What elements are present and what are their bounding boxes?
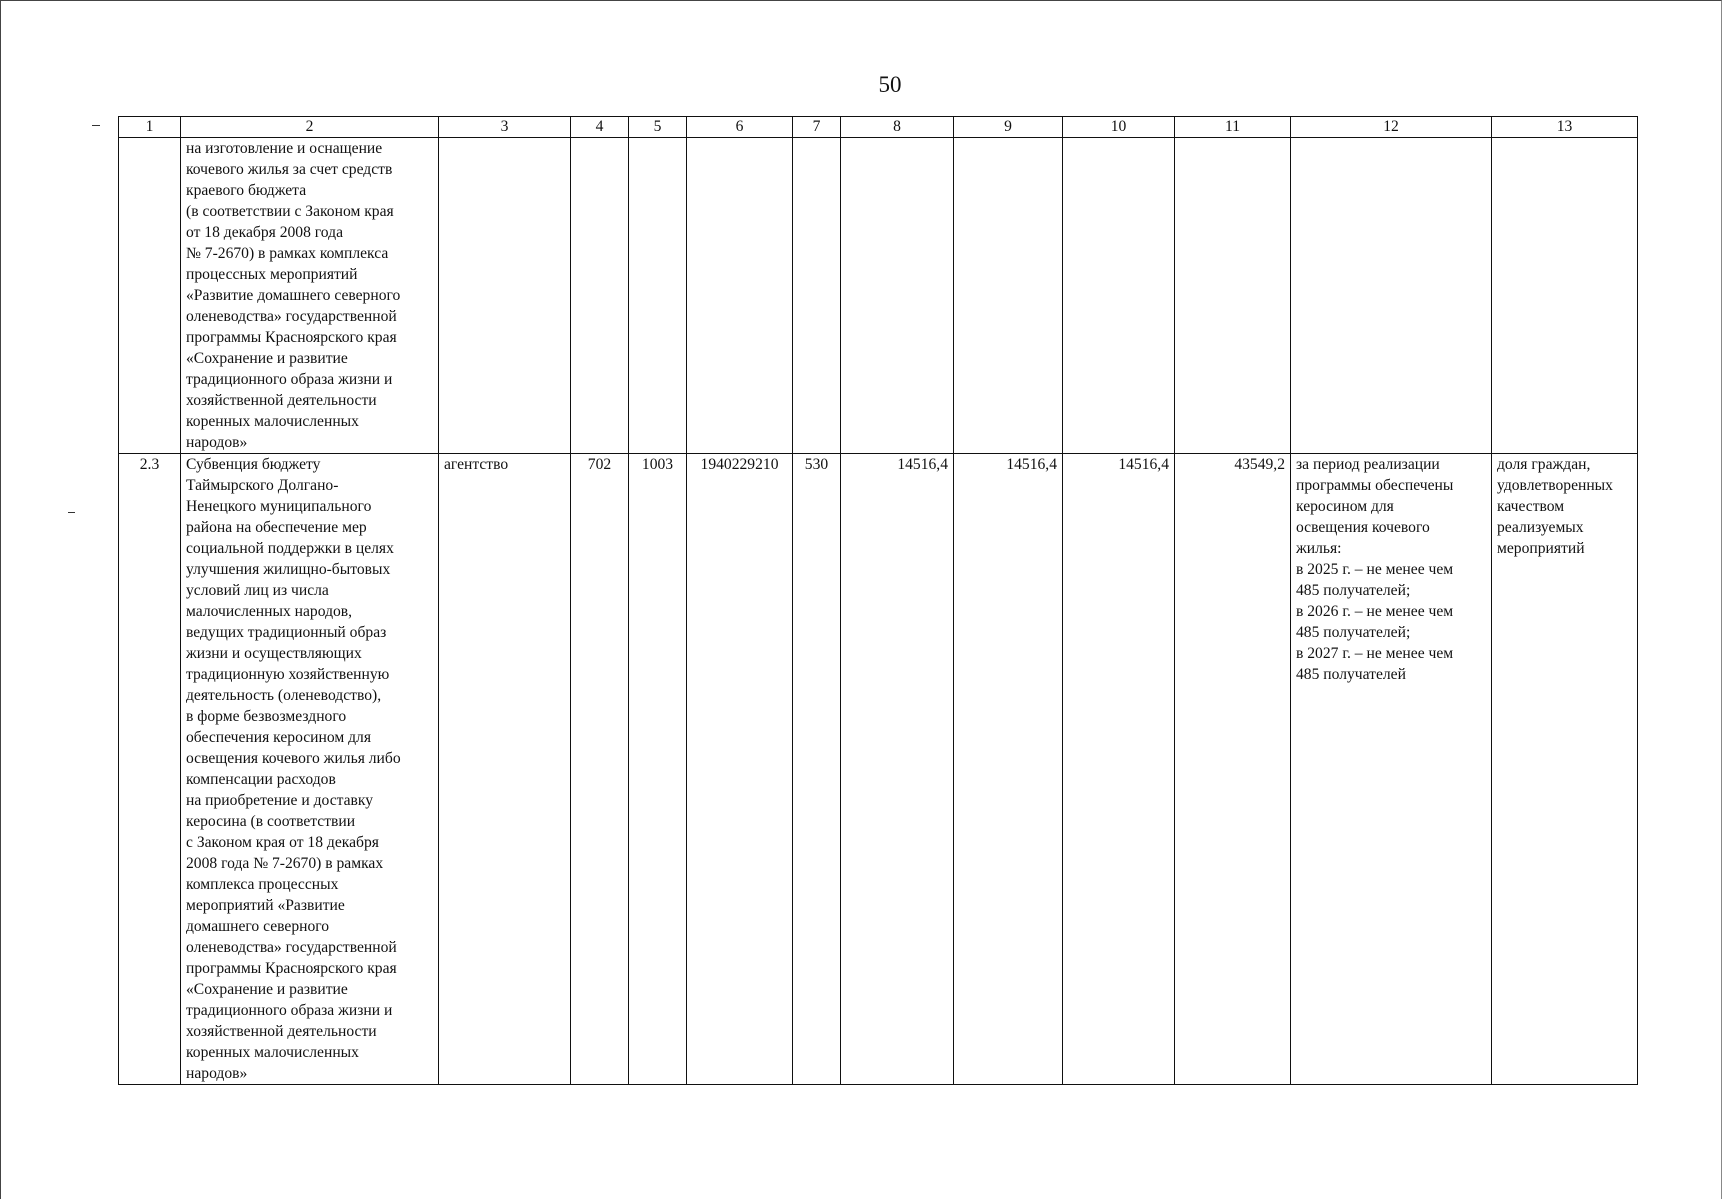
page-number: 50 — [878, 72, 902, 97]
cell-section: 1003 — [629, 454, 687, 1085]
table-row — [119, 138, 1638, 454]
scan-mark — [68, 512, 75, 513]
cell-total — [1175, 138, 1291, 454]
cell-year-2: 14516,4 — [954, 454, 1063, 1085]
col-header-12: 12 — [1291, 117, 1492, 138]
cell-section — [629, 138, 687, 454]
cell-grbs: 702 — [571, 454, 629, 1085]
cell-target-article: 1940229210 — [687, 454, 793, 1085]
col-header-1: 1 — [119, 117, 181, 138]
col-header-5: 5 — [629, 117, 687, 138]
scan-mark — [92, 125, 100, 126]
col-header-9: 9 — [954, 117, 1063, 138]
cell-expense-type: 530 — [793, 454, 841, 1085]
col-header-2: 2 — [181, 117, 439, 138]
col-header-6: 6 — [687, 117, 793, 138]
cell-executor — [439, 138, 571, 454]
cell-indicator: доля граждан, удовлетворенных качеством реализуемых мероприятий — [1492, 454, 1638, 1085]
cell-target-article — [687, 138, 793, 454]
cell-total: 43549,2 — [1175, 454, 1291, 1085]
col-header-13: 13 — [1492, 117, 1638, 138]
cell-year-1 — [841, 138, 954, 454]
budget-table — [118, 116, 1638, 1085]
cell-number: 2.3 — [119, 454, 181, 1085]
table-row — [119, 454, 1638, 1085]
cell-year-2 — [954, 138, 1063, 454]
cell-description: на изготовление и оснащение кочевого жилья за счет средств краевого бюджета (в соответствии с Законом края от 18 декабря 2008 года № 7-2670) в рамках комплекса процессных мероприятий «Развитие домашнего северного оленеводства» государственной программы Красноярского края «Сохранение и развитие традиционного образа жизни и хозяйственной деятельности коренных малочисленных народов» — [181, 138, 439, 454]
header-row — [119, 117, 1638, 138]
col-header-7: 7 — [793, 117, 841, 138]
cell-grbs — [571, 138, 629, 454]
col-header-4: 4 — [571, 117, 629, 138]
cell-executor: агентство — [439, 454, 571, 1085]
col-header-11: 11 — [1175, 117, 1291, 138]
cell-number — [119, 138, 181, 454]
cell-year-3 — [1063, 138, 1175, 454]
cell-year-3: 14516,4 — [1063, 454, 1175, 1085]
cell-result: за период реализации программы обеспечены керосином для освещения кочевого жилья: в 2025 г. – не менее чем 485 получателей; в 2026 г. – не менее чем 485 получателей; в 2027 г. – не менее чем 485 получателей — [1291, 454, 1492, 1085]
col-header-10: 10 — [1063, 117, 1175, 138]
col-header-8: 8 — [841, 117, 954, 138]
cell-year-1: 14516,4 — [841, 454, 954, 1085]
cell-result — [1291, 138, 1492, 454]
col-header-3: 3 — [439, 117, 571, 138]
cell-indicator — [1492, 138, 1638, 454]
cell-expense-type — [793, 138, 841, 454]
cell-description: Субвенция бюджету Таймырского Долгано- Ненецкого муниципального района на обеспечение мер социальной поддержки в целях улучшения жилищно-бытовых условий лиц из числа малочисленных народов, ведущих традиционный образ жизни и осуществляющих традиционную хозяйственную деятельность (оленеводство), в форме безвозмездного обеспечения керосином для освещения кочевого жилья либо компенсации расходов на приобретение и доставку керосина (в соответствии с Законом края от 18 декабря 2008 года № 7-2670) в рамках комплекса процессных мероприятий «Развитие домашнего северного оленеводства» государственной программы Красноярского края «Сохранение и развитие традиционного образа жизни и хозяйственной деятельности коренных малочисленных народов» — [181, 454, 439, 1085]
